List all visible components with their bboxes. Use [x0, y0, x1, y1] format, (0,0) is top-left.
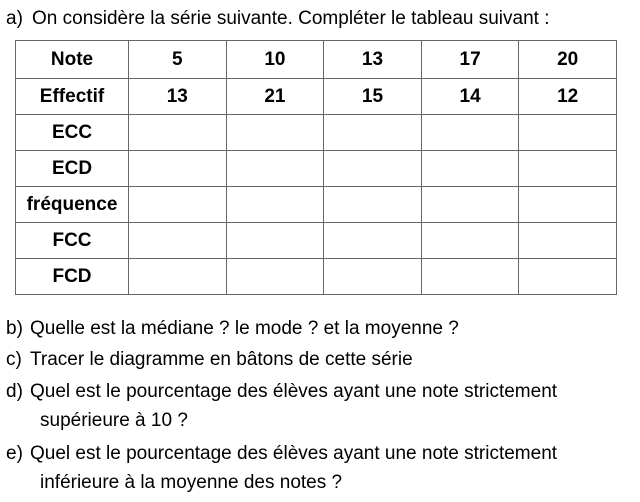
question-a: [6, 7, 550, 31]
empty-cell: [324, 187, 422, 223]
question-d-text: Quel est le pourcentage des élèves ayant une note strictement: [30, 381, 558, 402]
table-row-frequence: [16, 187, 617, 223]
table-row-fcc: [16, 223, 617, 259]
row-header-effectif: Effectif: [16, 79, 129, 115]
question-d-continuation: supérieure à 10 ?: [40, 410, 188, 431]
row-header-ecc: ECC: [16, 115, 129, 151]
row-header-frequence: fréquence: [16, 187, 129, 223]
empty-cell: [324, 151, 422, 187]
note-cell: 20: [519, 41, 617, 79]
empty-cell: [129, 223, 227, 259]
empty-cell: [226, 115, 324, 151]
row-header-fcd: FCD: [16, 259, 129, 295]
empty-cell: [226, 151, 324, 187]
empty-cell: [421, 187, 519, 223]
empty-cell: [226, 259, 324, 295]
question-d: [6, 380, 557, 404]
question-e-marker: e): [6, 443, 23, 464]
question-b: [6, 317, 459, 341]
effectif-cell: 13: [129, 79, 227, 115]
empty-cell: [519, 223, 617, 259]
table-row-effectif: [16, 79, 617, 115]
empty-cell: [129, 151, 227, 187]
empty-cell: [324, 259, 422, 295]
table-row-note: [16, 41, 617, 79]
question-a-marker: a): [6, 8, 23, 29]
note-cell: 10: [226, 41, 324, 79]
row-header-ecd: ECD: [16, 151, 129, 187]
question-a-text: On considère la série suivante. Compléter le tableau suivant :: [32, 8, 550, 29]
effectif-cell: 14: [421, 79, 519, 115]
empty-cell: [421, 259, 519, 295]
effectif-cell: 15: [324, 79, 422, 115]
question-b-marker: b): [6, 318, 23, 339]
empty-cell: [324, 223, 422, 259]
question-e-continuation: inférieure à la moyenne des notes ?: [40, 472, 343, 493]
empty-cell: [324, 115, 422, 151]
question-e-text: Quel est le pourcentage des élèves ayant une note strictement: [30, 443, 558, 464]
table-row-fcd: [16, 259, 617, 295]
question-c-text: Tracer le diagramme en bâtons de cette série: [30, 349, 413, 370]
note-cell: 13: [324, 41, 422, 79]
row-header-note: Note: [16, 41, 129, 79]
empty-cell: [226, 223, 324, 259]
empty-cell: [421, 115, 519, 151]
empty-cell: [519, 259, 617, 295]
effectif-cell: 12: [519, 79, 617, 115]
empty-cell: [519, 187, 617, 223]
empty-cell: [129, 115, 227, 151]
empty-cell: [421, 223, 519, 259]
effectif-cell: 21: [226, 79, 324, 115]
question-c: [6, 348, 413, 372]
empty-cell: [129, 187, 227, 223]
question-d-marker: d): [6, 381, 23, 402]
note-cell: 17: [421, 41, 519, 79]
question-e: [6, 442, 557, 466]
question-b-text: Quelle est la médiane ? le mode ? et la moyenne ?: [30, 318, 459, 339]
statistics-table: [15, 40, 617, 295]
empty-cell: [519, 115, 617, 151]
table-row-ecd: [16, 151, 617, 187]
row-header-fcc: FCC: [16, 223, 129, 259]
empty-cell: [421, 151, 519, 187]
note-cell: 5: [129, 41, 227, 79]
empty-cell: [226, 187, 324, 223]
empty-cell: [519, 151, 617, 187]
table-row-ecc: [16, 115, 617, 151]
question-c-marker: c): [6, 349, 22, 370]
empty-cell: [129, 259, 227, 295]
